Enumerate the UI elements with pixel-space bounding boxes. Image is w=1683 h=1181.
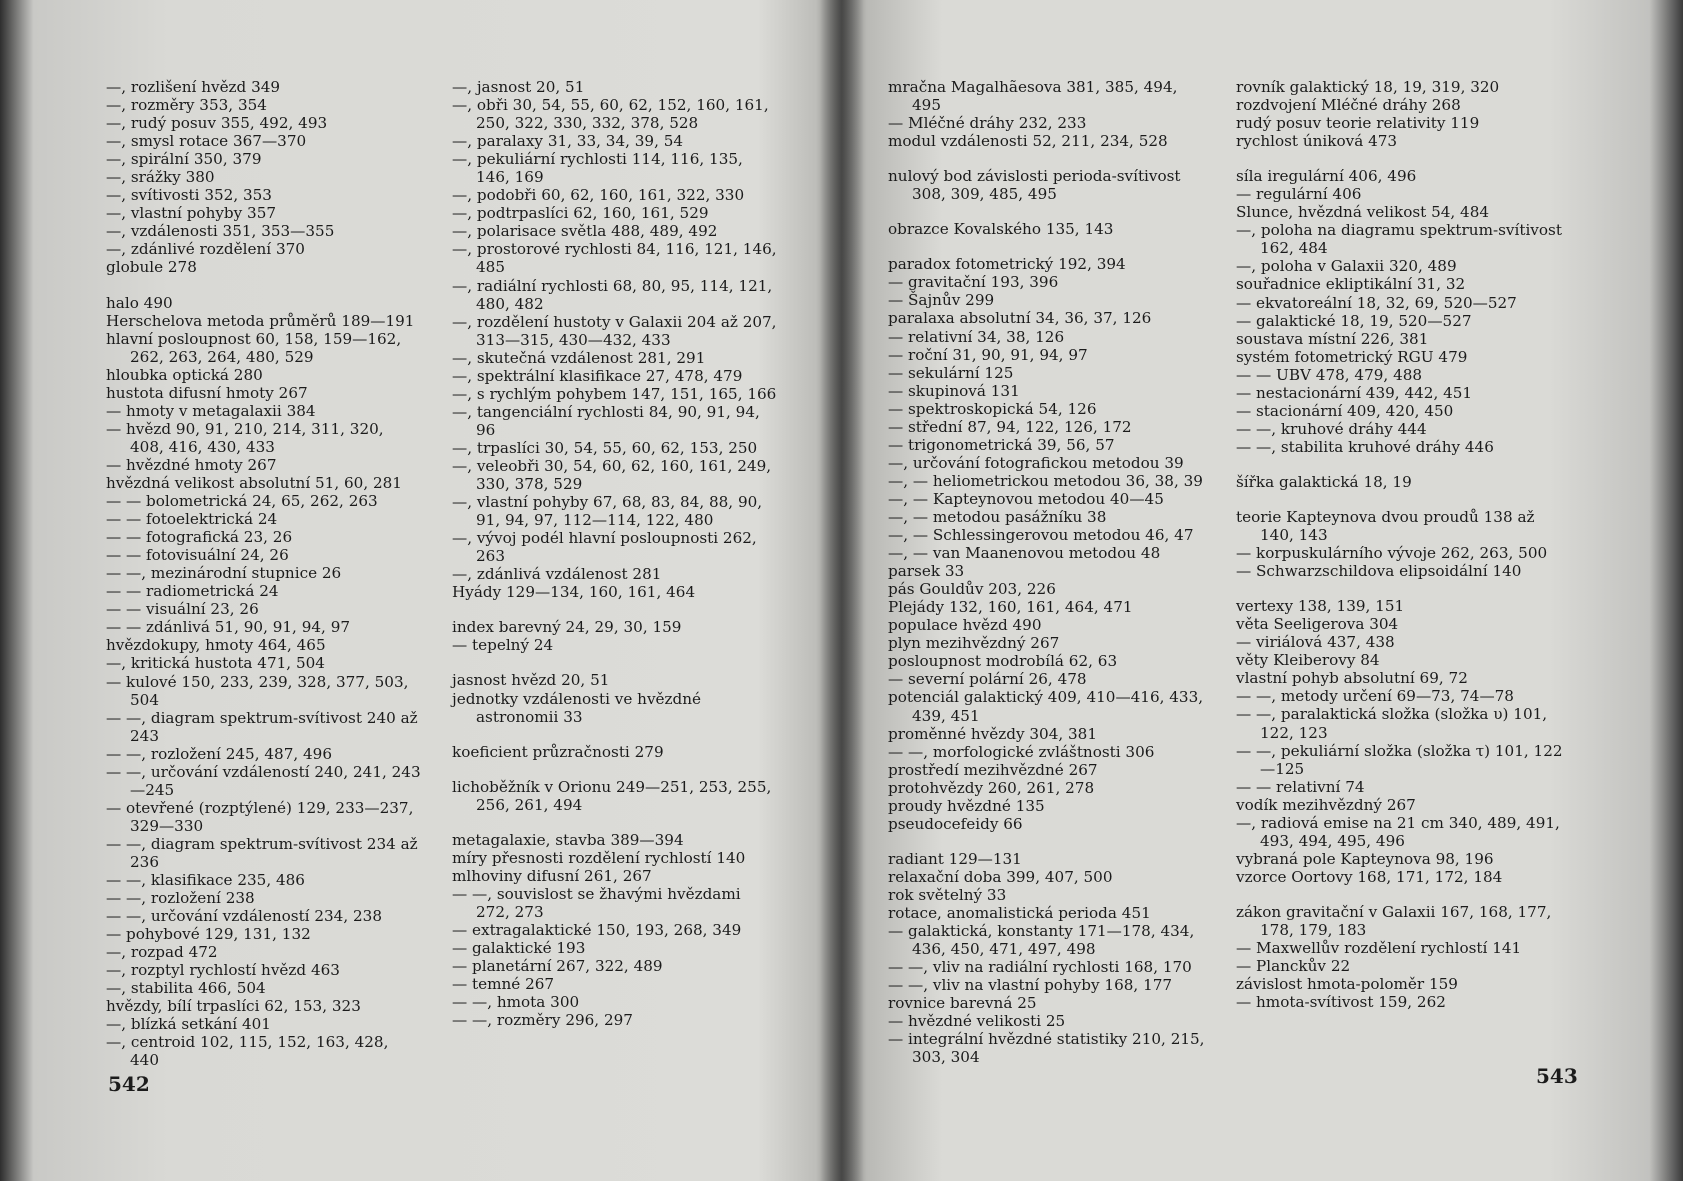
index-entry: — —, paralaktická složka (složka υ) 101, 122, 123	[1236, 705, 1548, 742]
index-entry: hloubka optická 280	[106, 365, 263, 384]
index-entry: — —, diagram spektrum-svítivost 234 až 236	[106, 834, 418, 871]
index-entry: — gravitační 193, 396	[888, 273, 1059, 292]
index-spacer	[106, 277, 422, 294]
index-entry: — severní polární 26, 478	[888, 670, 1087, 689]
index-entry: Slunce, hvězdná velikost 54, 484	[1236, 203, 1490, 222]
index-entry: rudý posuv teorie relativity 119	[1236, 114, 1480, 133]
index-entry: rok světelný 33	[888, 885, 1007, 904]
index-entry: teorie Kapteynova dvou proudů 138 až 140, 143	[1236, 507, 1535, 545]
index-entry: — —, pekuliární složka (složka τ) 101, 122—125	[1236, 741, 1563, 778]
page-number-right: 543	[1536, 1064, 1578, 1088]
index-entry: — extragalaktické 150, 193, 268, 349	[452, 920, 742, 939]
index-entry: — — fotovisuální 24, 26	[106, 546, 289, 565]
index-entry: — integrální hvězdné statistiky 210, 215, 303, 304	[888, 1030, 1205, 1067]
index-entry: — Mléčné dráhy 232, 233	[888, 114, 1087, 133]
index-entry: —, radiální rychlosti 68, 80, 95, 114, 121, 480, 482	[452, 276, 773, 313]
index-entry: —, — Schlessingerovou metodou 46, 47	[888, 526, 1194, 545]
index-entry: —, srážky 380	[106, 168, 215, 187]
index-entry: — —, souvislost se žhavými hvězdami 272, 273	[452, 884, 741, 921]
index-entry: hvězdná velikost absolutní 51, 60, 281	[106, 473, 402, 492]
index-spacer	[888, 833, 1210, 850]
index-entry: — galaktická, konstanty 171—178, 434, 436, 450, 471, 497, 498	[888, 922, 1195, 959]
index-entry: — —, klasifikace 235, 486	[106, 871, 305, 890]
index-spacer	[452, 654, 778, 671]
index-entry: — hmoty v metagalaxii 384	[106, 401, 316, 420]
index-entry: metagalaxie, stavba 389—394	[452, 830, 684, 849]
index-entry: — stacionární 409, 420, 450	[1236, 401, 1454, 420]
index-entry: —, polarisace světla 488, 489, 492	[452, 222, 718, 241]
index-entry: —, rozdělení hustoty v Galaxii 204 až 207, 313—315, 430—432, 433	[452, 312, 777, 349]
index-entry: —, blízká setkání 401	[106, 1015, 271, 1034]
index-entry: závislost hmota-poloměr 159	[1236, 975, 1458, 994]
index-entry: — — visuální 23, 26	[106, 600, 259, 619]
right-page	[842, 0, 1683, 1181]
index-spacer	[1236, 150, 1564, 167]
index-entry: pseudocefeidy 66	[888, 814, 1023, 833]
index-entry: — — bolometrická 24, 65, 262, 263	[106, 492, 378, 511]
index-spacer	[888, 150, 1210, 167]
index-entry: paralaxa absolutní 34, 36, 37, 126	[888, 309, 1152, 328]
index-entry: obrazce Kovalského 135, 143	[888, 220, 1114, 239]
index-entry: — —, vliv na vlastní pohyby 168, 177	[888, 976, 1173, 995]
index-entry: —, spirální 350, 379	[106, 150, 262, 169]
index-entry: vybraná pole Kapteynova 98, 196	[1236, 849, 1494, 868]
index-entry: — — fotografická 23, 26	[106, 528, 293, 547]
index-entry: — Maxwellův rozdělení rychlostí 141	[1236, 939, 1522, 958]
index-entry: — pohybové 129, 131, 132	[106, 925, 311, 944]
index-entry: Hyády 129—134, 160, 161, 464	[452, 583, 696, 602]
index-entry: —, — metodou pasážníku 38	[888, 507, 1107, 526]
index-entry: — — radiometrická 24	[106, 582, 279, 601]
index-entry: šířka galaktická 18, 19	[1236, 472, 1412, 491]
index-entry: — — fotoelektrická 24	[106, 510, 278, 529]
index-entry: věty Kleiberovy 84	[1236, 651, 1380, 670]
index-entry: —, — Kapteynovou metodou 40—45	[888, 489, 1164, 508]
index-column-right-1	[888, 78, 1210, 1066]
index-column-left-1	[106, 78, 422, 1070]
index-entry: —, vývoj podél hlavní posloupnosti 262, 263	[452, 529, 757, 566]
index-entry: — —, kruhové dráhy 444	[1236, 419, 1427, 438]
index-entry: —, rozpad 472	[106, 943, 218, 962]
index-entry: — temné 267	[452, 975, 555, 994]
index-entry: —, vzdálenosti 351, 353—355	[106, 222, 335, 241]
index-entry: lichoběžník v Orionu 249—251, 253, 255, 256, 261, 494	[452, 777, 772, 814]
index-entry: —, rozměry 353, 354	[106, 96, 267, 115]
index-entry: —, zdánlivé rozdělení 370	[106, 240, 305, 259]
index-entry: populace hvězd 490	[888, 616, 1042, 635]
index-entry: —, svítivosti 352, 353	[106, 186, 272, 205]
index-entry: věta Seeligerova 304	[1236, 615, 1399, 634]
index-entry: —, zdánlivá vzdálenost 281	[452, 565, 662, 584]
index-entry: — hvězdné hmoty 267	[106, 455, 277, 474]
index-entry: — tepelný 24	[452, 636, 554, 655]
index-entry: — střední 87, 94, 122, 126, 172	[888, 417, 1132, 436]
page-number-left: 542	[108, 1072, 150, 1096]
index-spacer	[888, 238, 1210, 255]
index-entry: zákon gravitační v Galaxii 167, 168, 177, 178, 179, 183	[1236, 902, 1552, 939]
index-entry: — —, mezinárodní stupnice 26	[106, 564, 342, 583]
index-entry: — Schwarzschildova elipsoidální 140	[1236, 562, 1522, 581]
index-entry: — — relativní 74	[1236, 777, 1365, 796]
index-entry: rovnice barevná 25	[888, 994, 1037, 1013]
index-entry: paradox fotometrický 192, 394	[888, 255, 1126, 274]
index-entry: —, určování fotografickou metodou 39	[888, 453, 1184, 472]
index-entry: koeficient průzračnosti 279	[452, 742, 664, 761]
index-entry: —, centroid 102, 115, 152, 163, 428, 440	[106, 1033, 389, 1070]
index-entry: —, kritická hustota 471, 504	[106, 654, 325, 673]
index-entry: pás Gouldův 203, 226	[888, 580, 1056, 599]
index-entry: — nestacionární 439, 442, 451	[1236, 383, 1473, 402]
index-entry: — —, metody určení 69—73, 74—78	[1236, 687, 1514, 706]
index-entry: síla iregulární 406, 496	[1236, 167, 1417, 186]
index-entry: potenciál galaktický 409, 410—416, 433, 439, 451	[888, 688, 1204, 725]
index-entry: vertexy 138, 139, 151	[1236, 597, 1405, 616]
index-entry: hustota difusní hmoty 267	[106, 383, 308, 402]
index-entry: vzorce Oortovy 168, 171, 172, 184	[1236, 867, 1503, 886]
index-entry: mlhoviny difusní 261, 267	[452, 866, 652, 885]
index-entry: — —, vliv na radiální rychlosti 168, 170	[888, 958, 1192, 977]
index-entry: index barevný 24, 29, 30, 159	[452, 618, 682, 637]
index-entry: —, s rychlým pohybem 147, 151, 165, 166	[452, 384, 777, 403]
index-entry: —, rozlišení hvězd 349	[106, 78, 281, 96]
index-entry: — hmota-svítivost 159, 262	[1236, 993, 1446, 1012]
index-entry: míry přesnosti rozdělení rychlostí 140	[452, 848, 746, 867]
index-entry: — galaktické 193	[452, 939, 586, 958]
index-entry: rozdvojení Mléčné dráhy 268	[1236, 96, 1461, 115]
index-entry: —, stabilita 466, 504	[106, 979, 266, 998]
index-entry: —, trpaslíci 30, 54, 55, 60, 62, 153, 250	[452, 438, 758, 457]
index-entry: relaxační doba 399, 407, 500	[888, 867, 1113, 886]
index-entry: nulový bod závislosti perioda-svítivost 308, 309, 485, 495	[888, 167, 1181, 204]
index-entry: posloupnost modrobílá 62, 63	[888, 652, 1118, 671]
index-entry: — relativní 34, 38, 126	[888, 327, 1065, 346]
index-entry: — —, určování vzdáleností 240, 241, 243—245	[106, 762, 421, 799]
index-entry: — viriálová 437, 438	[1236, 633, 1395, 652]
index-entry: — hvězd 90, 91, 210, 214, 311, 320, 408, 416, 430, 433	[106, 419, 384, 456]
index-entry: hlavní posloupnost 60, 158, 159—162, 262, 263, 264, 480, 529	[106, 329, 402, 366]
index-entry: —, veleobři 30, 54, 60, 62, 160, 161, 249, 330, 378, 529	[452, 456, 772, 494]
index-entry: radiant 129—131	[888, 849, 1022, 868]
index-spacer	[888, 203, 1210, 220]
index-entry: — galaktické 18, 19, 520—527	[1236, 311, 1472, 330]
index-entry: —, spektrální klasifikace 27, 478, 479	[452, 366, 743, 385]
index-entry: mračna Magalhãesova 381, 385, 494, 495	[888, 78, 1178, 115]
index-entry: — —, stabilita kruhové dráhy 446	[1236, 437, 1494, 456]
index-entry: —, smysl rotace 367—370	[106, 132, 307, 151]
index-entry: — otevřené (rozptýlené) 129, 233—237, 329—330	[106, 798, 414, 835]
index-entry: —, poloha v Galaxii 320, 489	[1236, 257, 1457, 276]
index-spacer	[452, 726, 778, 743]
index-entry: rychlost úniková 473	[1236, 132, 1398, 151]
index-entry: vodík mezihvězdný 267	[1236, 795, 1416, 814]
index-entry: —, rudý posuv 355, 492, 493	[106, 114, 328, 133]
index-entry: — —, rozložení 245, 487, 496	[106, 744, 332, 763]
index-spacer	[452, 814, 778, 831]
index-entry: — —, určování vzdáleností 234, 238	[106, 907, 382, 926]
index-entry: —, skutečná vzdálenost 281, 291	[452, 348, 706, 367]
index-entry: — trigonometrická 39, 56, 57	[888, 435, 1115, 454]
index-entry: — Planckův 22	[1236, 957, 1351, 976]
index-entry: — regulární 406	[1236, 185, 1362, 204]
index-entry: —, obři 30, 54, 55, 60, 62, 152, 160, 161, 250, 322, 330, 332, 378, 528	[452, 96, 769, 133]
index-entry: hvězdokupy, hmoty 464, 465	[106, 636, 326, 655]
index-entry: protohvězdy 260, 261, 278	[888, 778, 1095, 797]
index-entry: — —, diagram spektrum-svítivost 240 až 243	[106, 708, 418, 745]
index-entry: —, — van Maanenovou metodou 48	[888, 544, 1161, 563]
index-entry: souřadnice ekliptikální 31, 32	[1236, 275, 1466, 294]
index-entry: prostředí mezihvězdné 267	[888, 760, 1098, 779]
index-entry: —, paralaxy 31, 33, 34, 39, 54	[452, 132, 684, 151]
index-entry: rotace, anomalistická perioda 451	[888, 903, 1151, 922]
index-entry: —, poloha na diagramu spektrum-svítivost 162, 484	[1236, 221, 1562, 258]
index-entry: — —, hmota 300	[452, 993, 580, 1012]
index-entry: — roční 31, 90, 91, 94, 97	[888, 345, 1088, 364]
index-spacer	[452, 761, 778, 778]
index-entry: soustava místní 226, 381	[1236, 329, 1429, 348]
index-entry: — Šajnův 299	[888, 291, 995, 310]
index-entry: proudy hvězdné 135	[888, 796, 1045, 815]
index-entry: — sekulární 125	[888, 363, 1014, 382]
index-spacer	[1236, 580, 1564, 597]
index-entry: modul vzdálenosti 52, 211, 234, 528	[888, 132, 1168, 151]
index-entry: plyn mezihvězdný 267	[888, 634, 1060, 653]
index-entry: —, radiová emise na 21 cm 340, 489, 491, 493, 494, 495, 496	[1236, 813, 1560, 850]
index-entry: — skupinová 131	[888, 381, 1020, 400]
index-entry: — —, rozložení 238	[106, 889, 255, 908]
index-entry: proměnné hvězdy 304, 381	[888, 724, 1098, 743]
index-entry: — —, morfologické zvláštnosti 306	[888, 742, 1155, 761]
index-entry: vlastní pohyb absolutní 69, 72	[1236, 669, 1468, 688]
index-entry: rovník galaktický 18, 19, 319, 320	[1236, 78, 1500, 96]
index-entry: — —, rozměry 296, 297	[452, 1011, 633, 1030]
index-entry: —, rozptyl rychlostí hvězd 463	[106, 961, 340, 980]
index-entry: globule 278	[106, 258, 197, 277]
index-entry: —, podobři 60, 62, 160, 161, 322, 330	[452, 186, 745, 205]
index-entry: —, podtrpaslíci 62, 160, 161, 529	[452, 204, 709, 223]
index-entry: —, vlastní pohyby 67, 68, 83, 84, 88, 90, 91, 94, 97, 112—114, 122, 480	[452, 493, 763, 530]
index-entry: — planetární 267, 322, 489	[452, 957, 663, 976]
index-entry: parsek 33	[888, 562, 965, 581]
index-entry: Plejády 132, 160, 161, 464, 471	[888, 598, 1133, 617]
index-entry: jasnost hvězd 20, 51	[452, 671, 610, 690]
index-entry: —, tangenciální rychlosti 84, 90, 91, 94, 96	[452, 402, 760, 439]
index-spacer	[1236, 886, 1564, 903]
index-entry: — ekvatoreální 18, 32, 69, 520—527	[1236, 293, 1517, 312]
index-column-right-2	[1236, 78, 1564, 1011]
index-entry: —, jasnost 20, 51	[452, 78, 585, 96]
index-entry: —, vlastní pohyby 357	[106, 204, 277, 223]
index-column-left-2	[452, 78, 778, 1029]
index-entry: — kulové 150, 233, 239, 328, 377, 503, 504	[106, 672, 409, 709]
index-entry: — hvězdné velikosti 25	[888, 1012, 1066, 1031]
index-entry: — — zdánlivá 51, 90, 91, 94, 97	[106, 618, 351, 637]
index-entry: — — UBV 478, 479, 488	[1236, 365, 1423, 384]
index-entry: systém fotometrický RGU 479	[1236, 347, 1468, 366]
index-entry: —, prostorové rychlosti 84, 116, 121, 146, 485	[452, 240, 777, 277]
index-entry: halo 490	[106, 293, 173, 312]
index-entry: — spektroskopická 54, 126	[888, 399, 1097, 418]
index-entry: —, — heliometrickou metodou 36, 38, 39	[888, 471, 1203, 490]
index-entry: jednotky vzdálenosti ve hvězdné astronomii 33	[452, 689, 702, 726]
index-spacer	[452, 601, 778, 618]
index-entry: hvězdy, bílí trpaslíci 62, 153, 323	[106, 997, 361, 1016]
index-entry: —, pekuliární rychlosti 114, 116, 135, 146, 169	[452, 150, 743, 187]
index-entry: Herschelova metoda průměrů 189—191	[106, 311, 415, 330]
index-spacer	[1236, 491, 1564, 508]
index-spacer	[1236, 456, 1564, 473]
index-entry: — korpuskulárního vývoje 262, 263, 500	[1236, 544, 1548, 563]
